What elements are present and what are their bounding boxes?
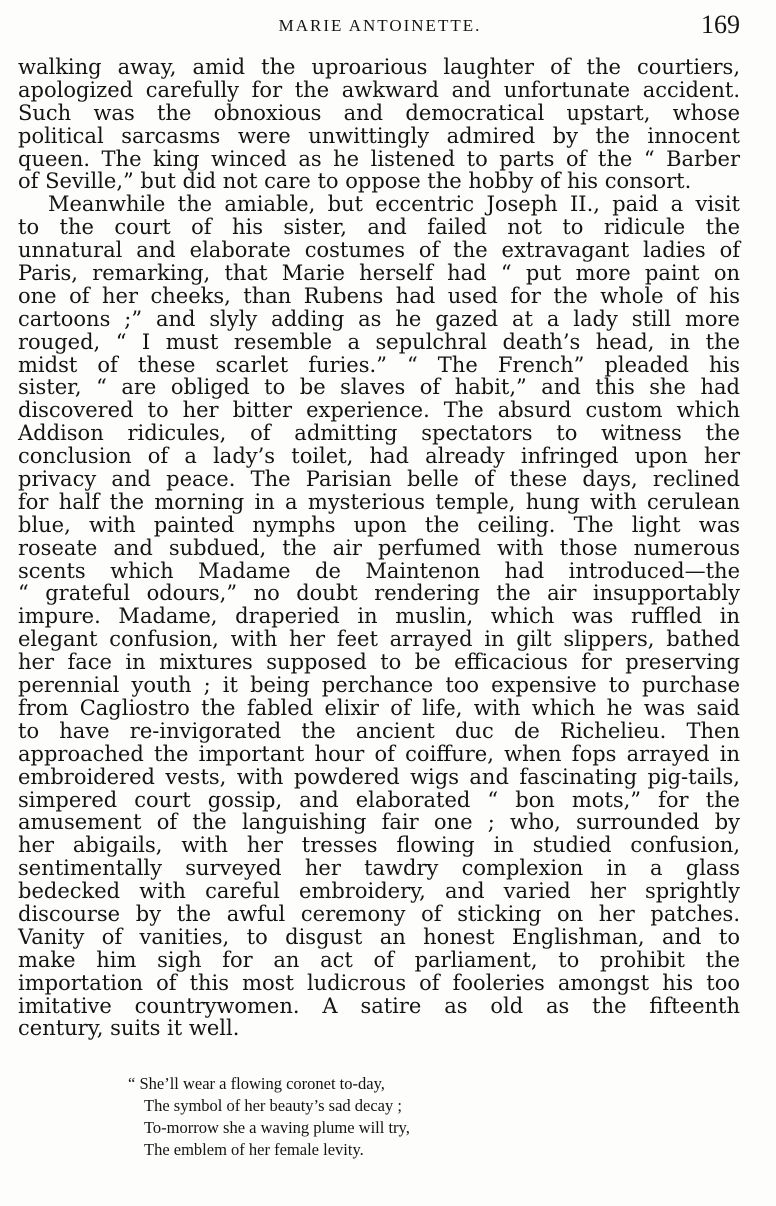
text-line: “ grateful odours,” no doubt rendering the air insupportably [18,581,740,606]
text-line: sister, “ are obliged to be slaves of habit,” and this she had [18,375,740,400]
text-line: apologized carefully for the awkward and unfortunate accident. [18,77,740,102]
text-line: imitative countrywomen. A satire as old as the fifteenth [18,993,740,1018]
body-paragraphs [18,56,740,1040]
text-line: to have re-invigorated the ancient duc de Richelieu. Then [18,718,740,743]
verse-quotation [128,1073,548,1161]
text-line: sentimentally surveyed her tawdry complexion in a glass [18,856,740,881]
text-line: Addison ridicules, of admitting spectators to witness the [18,421,740,446]
page-number: 169 [701,10,740,39]
text-line: one of her cheeks, than Rubens had used for the whole of his [18,283,740,308]
text-line: Meanwhile the amiable, but eccentric Joseph II., paid a visit [48,192,740,217]
verse-line: The symbol of her beauty’s sad decay ; [144,1096,402,1115]
text-line: her abigails, with her tresses flowing in studied confusion, [18,833,740,858]
text-line: political sarcasms were unwittingly admired by the innocent [18,123,740,148]
text-line: Such was the obnoxious and democratical upstart, whose [18,100,740,125]
text-line: elegant confusion, with her feet arrayed in gilt slippers, bathed [18,627,740,652]
text-line: her face in mixtures supposed to be efficacious for preserving [18,650,740,675]
text-line: importation of this most ludicrous of fooleries amongst his too [18,970,740,995]
verse-line: To-morrow she a waving plume will try, [144,1118,410,1137]
text-line: approached the important hour of coiffure, when fops arrayed in [18,741,740,766]
text-line: to the court of his sister, and failed not to ridicule the [18,215,740,240]
page-header [20,10,740,42]
verse-line: “ She’ll wear a flowing coronet to-day, [128,1074,385,1093]
text-line: impure. Madame, draperied in muslin, which was ruffled in [18,604,740,629]
text-line: bedecked with careful embroidery, and varied her sprightly [18,879,740,904]
text-line: century, suits it well. [18,1016,240,1041]
text-line: perennial youth ; it being perchance too expensive to purchase [18,673,740,698]
text-line: embroidered vests, with powdered wigs and fascinating pig-tails, [18,764,740,789]
text-line: amusement of the languishing fair one ; who, surrounded by [18,810,740,835]
text-line: from Cagliostro the fabled elixir of life, with which he was said [18,695,740,720]
running-title: MARIE ANTOINETTE. [278,16,482,35]
text-line: Vanity of vanities, to disgust an honest Englishman, and to [18,924,740,949]
text-line: make him sigh for an act of parliament, to prohibit the [18,947,740,972]
text-line: privacy and peace. The Parisian belle of these days, reclined [18,467,740,492]
verse-line: The emblem of her female levity. [144,1140,364,1159]
text-line: unnatural and elaborate costumes of the extravagant ladies of [18,238,740,263]
text-line: rouged, “ I must resemble a sepulchral death’s head, in the [18,329,740,354]
text-line: conclusion of a lady’s toilet, had already infringed upon her [18,444,740,469]
text-line: Paris, remarking, that Marie herself had “ put more paint on [18,261,740,286]
text-line: discovered to her bitter experience. The absurd custom which [18,398,740,423]
text-line: for half the morning in a mysterious temple, hung with cerulean [18,489,740,514]
text-line: queen. The king winced as he listened to parts of the “ Barber [18,146,740,171]
text-line: cartoons ;” and slyly adding as he gazed at a lady still more [18,306,740,331]
text-line: blue, with painted nymphs upon the ceiling. The light was [18,512,740,537]
text-line: midst of these scarlet furies.” “ The French” pleaded his [18,352,740,377]
text-line: of Seville,” but did not care to oppose the hobby of his consort. [18,169,692,194]
text-line: scents which Madame de Maintenon had introduced—the [18,558,740,583]
text-line: roseate and subdued, the air perfumed with those numerous [18,535,740,560]
text-line: simpered court gossip, and elaborated “ bon mots,” for the [18,787,740,812]
text-line: discourse by the awful ceremony of sticking on her patches. [18,901,740,926]
text-line: walking away, amid the uproarious laughter of the courtiers, [18,55,740,79]
